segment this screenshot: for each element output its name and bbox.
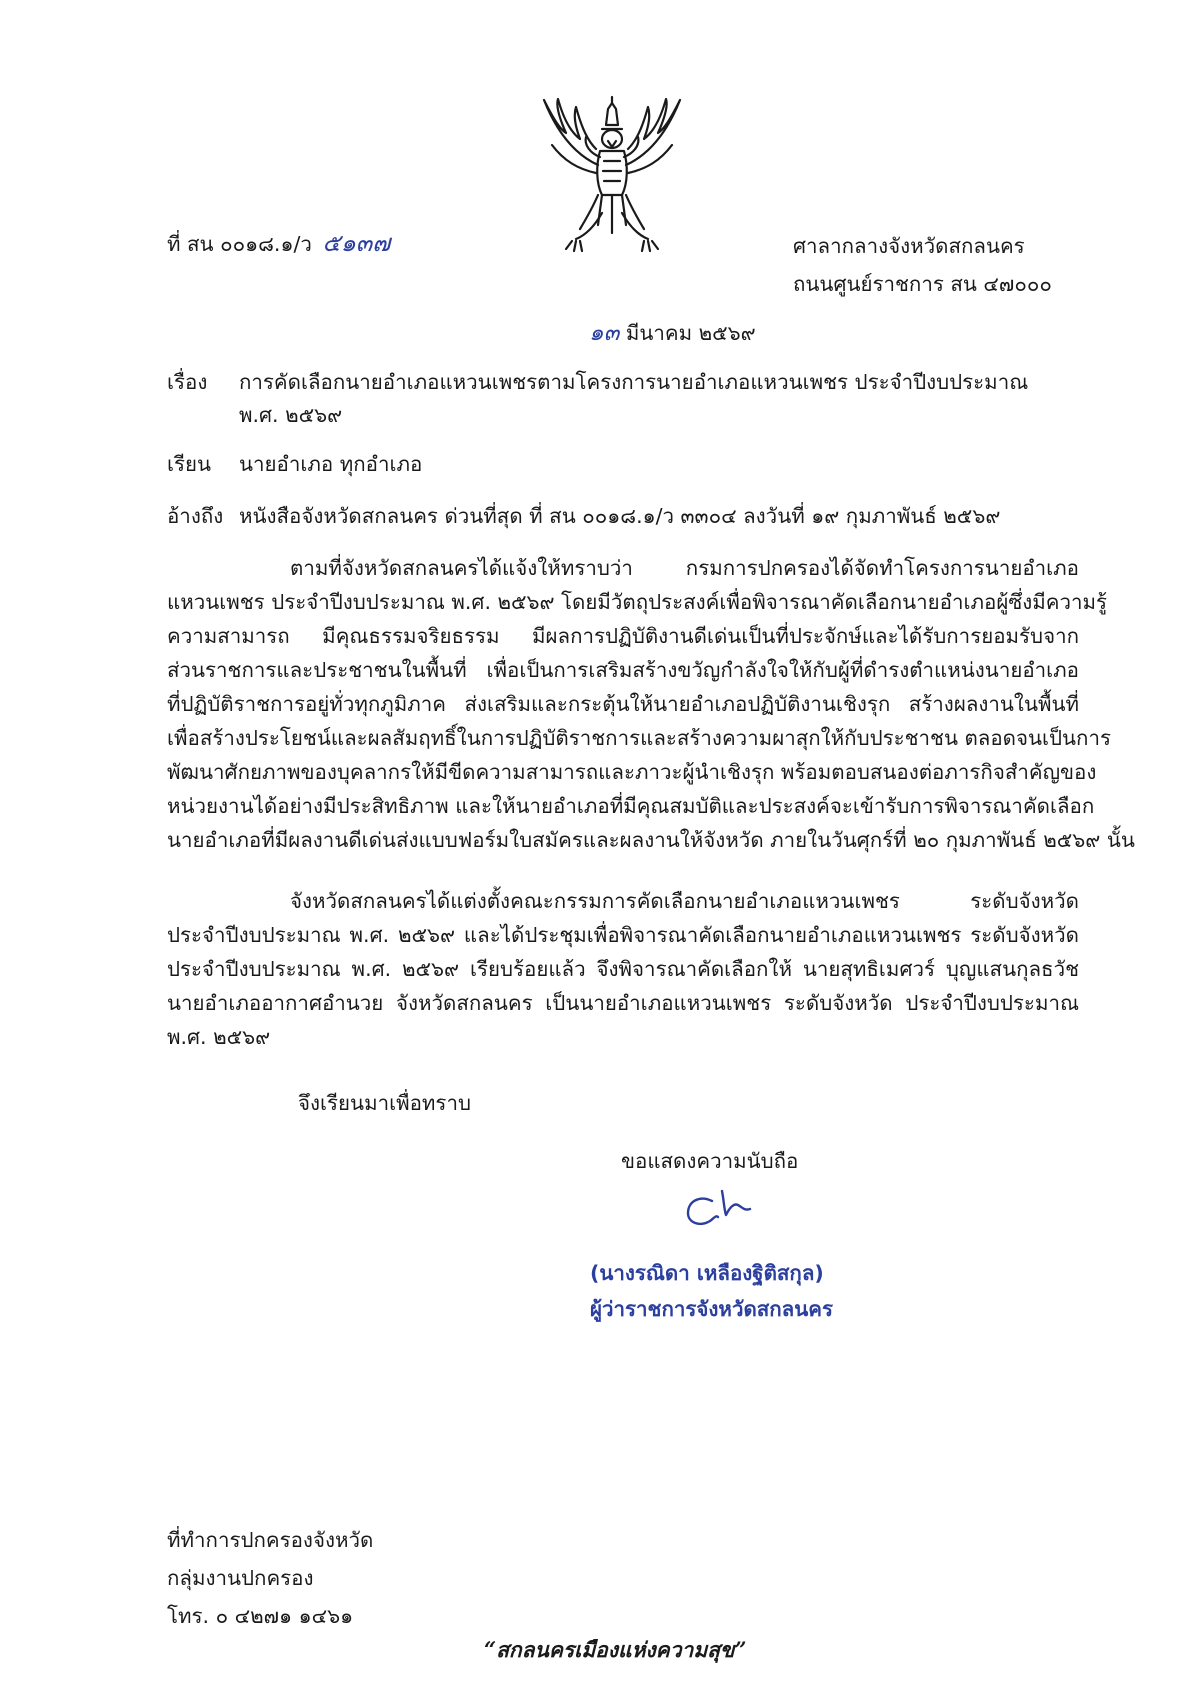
paragraph1-line: ส่วนราชการและประชาชนในพื้นที่ เพื่อเป็นการเสริมสร้างขวัญกำลังใจให้กับผู้ที่ดำรงตำแหน่งนายอำเภอ [167,658,1079,682]
paragraph1-line: ที่ปฏิบัติราชการอยู่ทั่วทุกภูมิภาค ส่งเสริมและกระตุ้นให้นายอำเภอปฏิบัติงานเชิงรุก สร้างผลงานในพื้นที่ [167,692,1079,716]
document-date [589,316,756,350]
paragraph1-line: ความสามารถ มีคุณธรรมจริยธรรม มีผลการปฏิบัติงานดีเด่นเป็นที่ประจักษ์และได้รับการยอมรับจาก [167,624,1079,648]
paragraph2-line: จังหวัดสกลนครได้แต่งตั้งคณะกรรมการคัดเลือกนายอำเภอแหวนเพชร ระดับจังหวัด [290,889,1079,913]
recipient-text: นายอำเภอ ทุกอำเภอ [239,452,423,476]
paragraph2-line: ประจำปีงบประมาณ พ.ศ. ๒๕๖๙ และได้ประชุมเพื่อพิจารณาคัดเลือกนายอำเภอแหวนเพชร ระดับจังหวัด [167,923,1079,947]
subject-label: เรื่อง [167,370,208,394]
date-day-handwritten: ๑๓ [589,320,620,346]
sender-address-line2: ถนนศูนย์ราชการ สน ๔๗๐๐๐ [793,272,1052,296]
office-name: ที่ทำการปกครองจังหวัด [167,1528,374,1552]
document-number [167,226,390,261]
handwritten-signature-icon [678,1187,768,1233]
office-phone: โทร. ๐ ๔๒๗๑ ๑๔๖๑ [167,1604,354,1628]
regards-text: ขอแสดงความนับถือ [621,1149,799,1173]
reference-label: อ้างถึง [167,504,224,528]
subject-text-line2: พ.ศ. ๒๕๖๙ [239,403,343,427]
reference-text: หนังสือจังหวัดสกลนคร ด่วนที่สุด ที่ สน ๐๐๑๘.๑/ว ๓๓๐๔ ลงวันที่ ๑๙ กุมภาพันธ์ ๒๕๖๙ [239,504,1001,528]
closing-text: จึงเรียนมาเพื่อทราบ [298,1091,471,1115]
recipient-label: เรียน [167,452,212,476]
date-month-year: มีนาคม ๒๕๖๙ [625,321,756,345]
garuda-emblem-icon [536,95,688,253]
paragraph1-line: พัฒนาศักยภาพของบุคลากรให้มีขีดความสามารถและภาวะผู้นำเชิงรุก พร้อมตอบสนองต่อภารกิจสำคัญของ [167,760,1097,784]
paragraph2-line: นายอำเภออากาศอำนวย จังหวัดสกลนคร เป็นนายอำเภอแหวนเพชร ระดับจังหวัด ประจำปีงบประมาณ [167,991,1079,1015]
office-department: กลุ่มงานปกครอง [167,1566,314,1590]
paragraph1-line: แหวนเพชร ประจำปีงบประมาณ พ.ศ. ๒๕๖๙ โดยมีวัตถุประสงค์เพื่อพิจารณาคัดเลือกนายอำเภอผู้ซึ่งมีความรู้ [167,590,1108,614]
province-slogan: “สกลนครเมืองแห่งความสุข” [484,1637,747,1662]
signer-name: (นางรณิดา เหลืองฐิติสกุล) [590,1261,824,1285]
document-number-printed: ที่ สน ๐๐๑๘.๑/ว [167,232,312,256]
signer-title: ผู้ว่าราชการจังหวัดสกลนคร [590,1297,833,1321]
paragraph2-line: พ.ศ. ๒๕๖๙ [167,1025,271,1049]
document-number-handwritten: ๕๑๓๗ [322,229,391,257]
paragraph1-line: นายอำเภอที่มีผลงานดีเด่นส่งแบบฟอร์มใบสมัครและผลงานให้จังหวัด ภายในวันศุกร์ที่ ๒๐ กุมภาพันธ์ ๒๕๖๙ นั้น [167,828,1135,852]
sender-address-line1: ศาลากลางจังหวัดสกลนคร [793,234,1025,258]
paragraph1-line: ตามที่จังหวัดสกลนครได้แจ้งให้ทราบว่า กรมการปกครองได้จัดทำโครงการนายอำเภอ [290,556,1079,580]
paragraph1-line: เพื่อสร้างประโยชน์และผลสัมฤทธิ์ในการปฏิบัติราชการและสร้างความผาสุกให้กับประชาชน ตลอดจนเป็นการ [167,726,1111,750]
subject-text-line1: การคัดเลือกนายอำเภอแหวนเพชรตามโครงการนายอำเภอแหวนเพชร ประจำปีงบประมาณ [239,370,1029,394]
paragraph2-line: ประจำปีงบประมาณ พ.ศ. ๒๕๖๙ เรียบร้อยแล้ว จึงพิจารณาคัดเลือกให้ นายสุทธิเมศวร์ บุญแสนกุลธวัช [167,957,1079,981]
paragraph1-line: หน่วยงานได้อย่างมีประสิทธิภาพ และให้นายอำเภอที่มีคุณสมบัติและประสงค์จะเข้ารับการพิจารณาคัดเลือก [167,794,1095,818]
